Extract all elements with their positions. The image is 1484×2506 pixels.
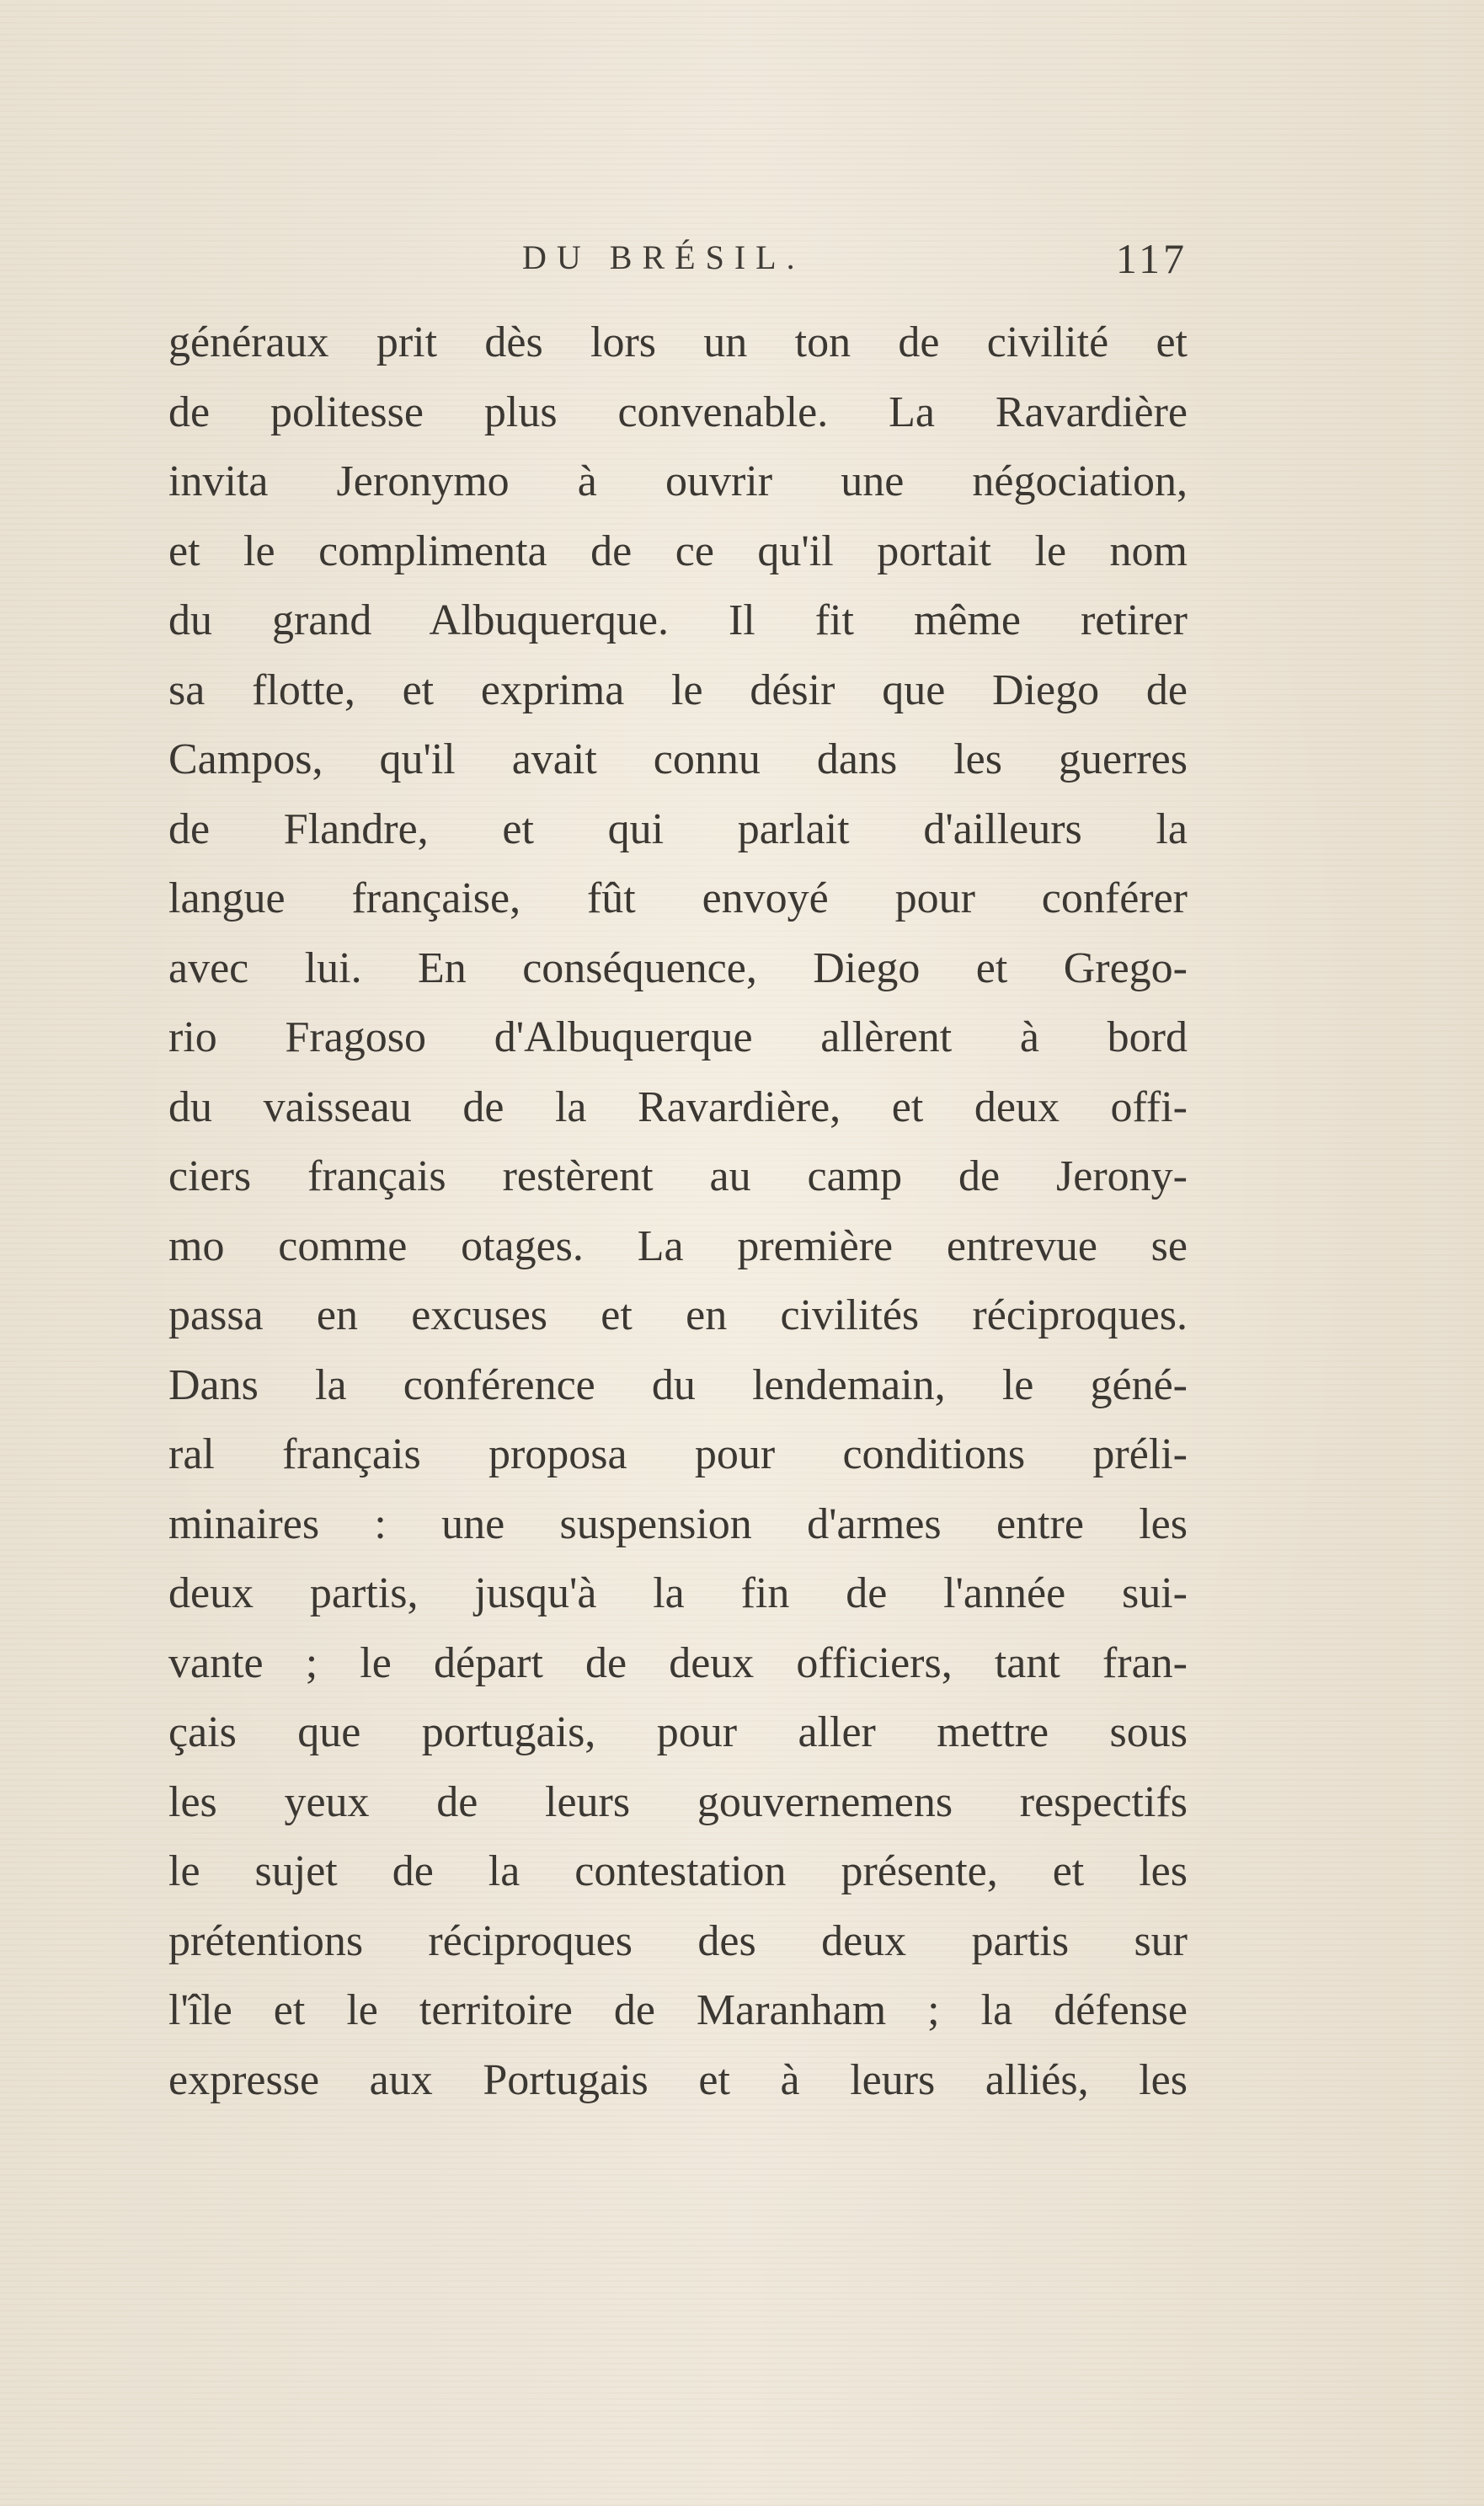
text-line: Dans la conférence du lendemain, le géné- — [168, 1360, 1188, 1409]
body-text — [168, 308, 1188, 2115]
text-line: langue française, fût envoyé pour conférer — [168, 874, 1188, 922]
text-line: ciers français restèrent au camp de Jerony- — [168, 1152, 1188, 1200]
running-header — [168, 235, 1188, 288]
text-line: Campos, qu'il avait connu dans les guerres — [168, 735, 1188, 783]
text-line: l'île et le territoire de Maranham ; la défense — [168, 1986, 1188, 2034]
text-line: rio Fragoso d'Albuquerque allèrent à bord — [168, 1013, 1188, 1061]
text-line: deux partis, jusqu'à la fin de l'année sui- — [168, 1569, 1188, 1617]
text-line: ral français proposa pour conditions préli- — [168, 1430, 1188, 1478]
text-line: les yeux de leurs gouvernemens respectifs — [168, 1777, 1188, 1826]
text-line: du grand Albuquerque. Il fit même retirer — [168, 596, 1188, 644]
running-title: DU BRÉSIL. — [522, 238, 805, 276]
page-number: 117 — [1115, 235, 1188, 282]
text-line: et le complimenta de ce qu'il portait le nom — [168, 526, 1188, 575]
text-line: du vaisseau de la Ravardière, et deux offi- — [168, 1082, 1188, 1131]
text-line: minaires : une suspension d'armes entre les — [168, 1499, 1188, 1548]
text-line: expresse aux Portugais et à leurs alliés, les — [168, 2055, 1188, 2104]
text-line: çais que portugais, pour aller mettre sous — [168, 1708, 1188, 1756]
text-line: avec lui. En conséquence, Diego et Grego- — [168, 943, 1188, 992]
text-line: invita Jeronymo à ouvrir une négociation, — [168, 457, 1188, 505]
text-line: le sujet de la contestation présente, et les — [168, 1847, 1188, 1895]
text-line: généraux prit dès lors un ton de civilité et — [168, 318, 1188, 366]
text-line: de politesse plus convenable. La Ravardière — [168, 387, 1188, 436]
text-line: prétentions réciproques des deux partis sur — [168, 1916, 1188, 1965]
text-line: vante ; le départ de deux officiers, tant fran- — [168, 1638, 1188, 1687]
text-line: mo comme otages. La première entrevue se — [168, 1221, 1188, 1270]
text-line: sa flotte, et exprima le désir que Diego de — [168, 665, 1188, 714]
text-line: de Flandre, et qui parlait d'ailleurs la — [168, 804, 1188, 853]
text-line: passa en excuses et en civilités réciproques. — [168, 1291, 1188, 1339]
